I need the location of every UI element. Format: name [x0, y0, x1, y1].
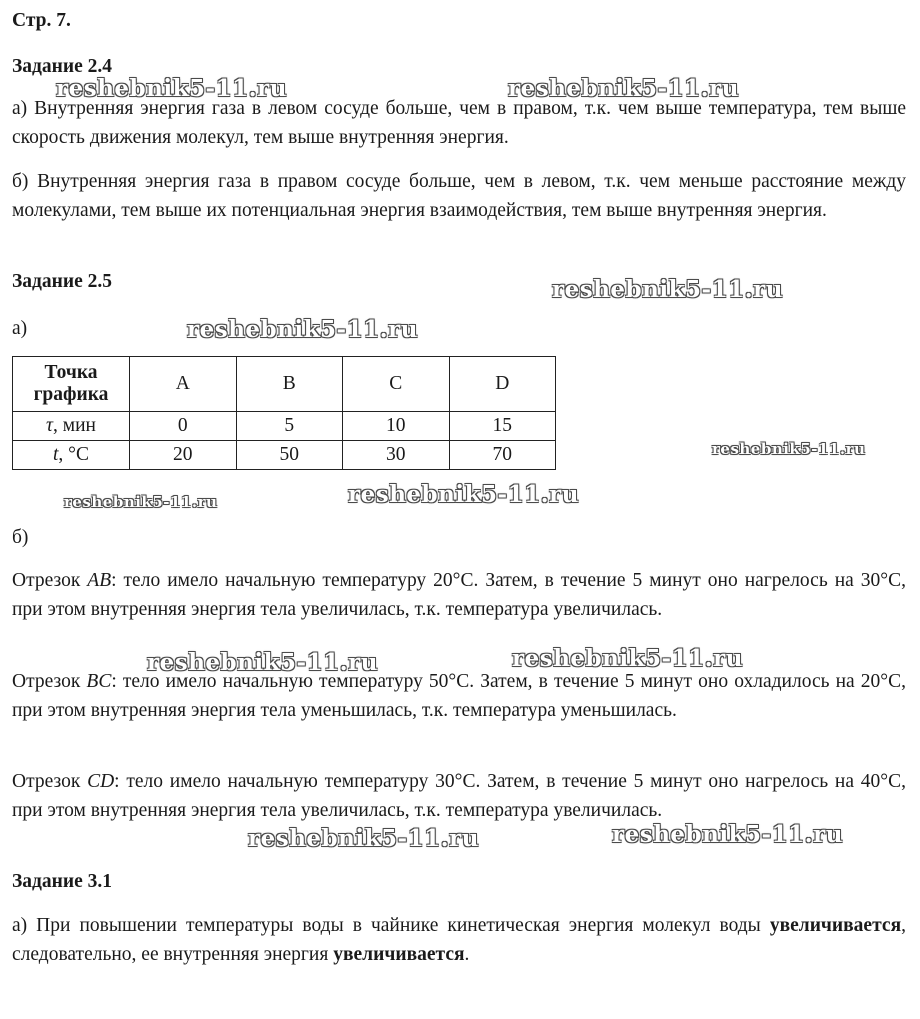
watermark-text: reshebnik5-11.ru: [348, 481, 579, 508]
answer-text: , следовательно, ее внутренняя энергия: [12, 915, 906, 965]
table-cell: 20: [130, 441, 237, 470]
graph-points-table: [12, 356, 556, 470]
task-3-1-answer-a: [12, 912, 906, 969]
task-2-4-answer-a: а) Внутренняя энергия газа в левом сосуде больше, чем в правом, т.к. чем выше температура, тем выше скорость движения молекул, тем выше внутренняя энергия.: [12, 98, 906, 148]
time-symbol: τ: [46, 415, 53, 436]
table-cell: 10: [343, 412, 450, 441]
watermark-text: reshebnik5-11.ru: [512, 645, 743, 672]
segment-bc-paragraph: [12, 668, 906, 725]
table-row-label: [13, 412, 130, 441]
answer-text: .: [464, 943, 470, 965]
table-row-temperature: [13, 441, 556, 470]
table-header-cell: D: [449, 357, 556, 412]
task-2-4-title: Задание 2.4: [12, 56, 113, 77]
table-header-cell: Точка графика: [13, 357, 130, 412]
task-3-1-title: Задание 3.1: [12, 871, 113, 892]
segment-text: : тело имело начальную температуру 20°C. Затем, в течение 5 минут оно нагрелось на 30°C, при этом внутренняя энергия тела увеличилась, т.к. температура увеличилась.: [12, 570, 906, 620]
table-header-row: [13, 357, 556, 412]
watermark-text: reshebnik5-11.ru: [56, 75, 287, 102]
table-header-cell: C: [343, 357, 450, 412]
watermark-text: reshebnik5-11.ru: [612, 821, 843, 848]
watermark-text: reshebnik5-11.ru: [187, 316, 418, 343]
table-cell: 0: [130, 412, 237, 441]
watermark-text: reshebnik5-11.ru: [712, 440, 866, 458]
table-header-cell: B: [236, 357, 343, 412]
table-row-label: [13, 441, 130, 470]
watermark-text: reshebnik5-11.ru: [248, 825, 479, 852]
page-number: Стр. 7.: [12, 10, 71, 31]
table-cell: 50: [236, 441, 343, 470]
segment-ab-paragraph: [12, 567, 906, 624]
segment-text: : тело имело начальную температуру 30°C. Затем, в течение 5 минут оно нагрелось на 40°C, при этом внутренняя энергия тела увеличилась, т.к. температура увеличилась.: [12, 771, 906, 821]
table-cell: 5: [236, 412, 343, 441]
table-cell: 30: [343, 441, 450, 470]
segment-label: Отрезок: [12, 671, 87, 692]
segment-cd-paragraph: [12, 768, 906, 825]
answer-emphasis: увеличивается: [769, 915, 902, 936]
watermark-text: reshebnik5-11.ru: [552, 276, 783, 303]
table-cell: 15: [449, 412, 556, 441]
task-2-4-answer-b: б) Внутренняя энергия газа в правом сосуде больше, чем в левом, т.к. чем меньше расстояние между молекулами, тем выше их потенциальная энергия взаимодействия, тем выше внутренняя энергия.: [12, 171, 906, 221]
segment-text: : тело имело начальную температуру 50°C. Затем, в течение 5 минут оно охладилось на 20°C, при этом внутренняя энергия тела уменьшилась, т.к. температура уменьшилась.: [12, 671, 906, 721]
segment-label: Отрезок: [12, 570, 88, 591]
task-2-5-part-a-label: а): [12, 318, 28, 339]
table-row-time: [13, 412, 556, 441]
segment-label: Отрезок: [12, 771, 88, 792]
time-unit: , мин: [53, 415, 96, 436]
watermark-text: reshebnik5-11.ru: [64, 493, 218, 511]
segment-name: BC: [86, 671, 112, 692]
watermark-text: reshebnik5-11.ru: [147, 649, 378, 676]
answer-emphasis: увеличивается: [333, 943, 465, 965]
table-header-cell: A: [130, 357, 237, 412]
answer-text: а) При повышении температуры воды в чайнике кинетическая энергия молекул воды: [12, 915, 770, 936]
watermark-text: reshebnik5-11.ru: [508, 75, 739, 102]
task-2-5-part-b-label: б): [12, 527, 29, 548]
task-2-5-title: Задание 2.5: [12, 271, 113, 292]
temperature-symbol: t: [53, 444, 59, 465]
table-cell: 70: [449, 441, 556, 470]
temperature-unit: , °C: [58, 444, 89, 465]
segment-name: CD: [87, 771, 115, 792]
segment-name: AB: [87, 570, 112, 591]
